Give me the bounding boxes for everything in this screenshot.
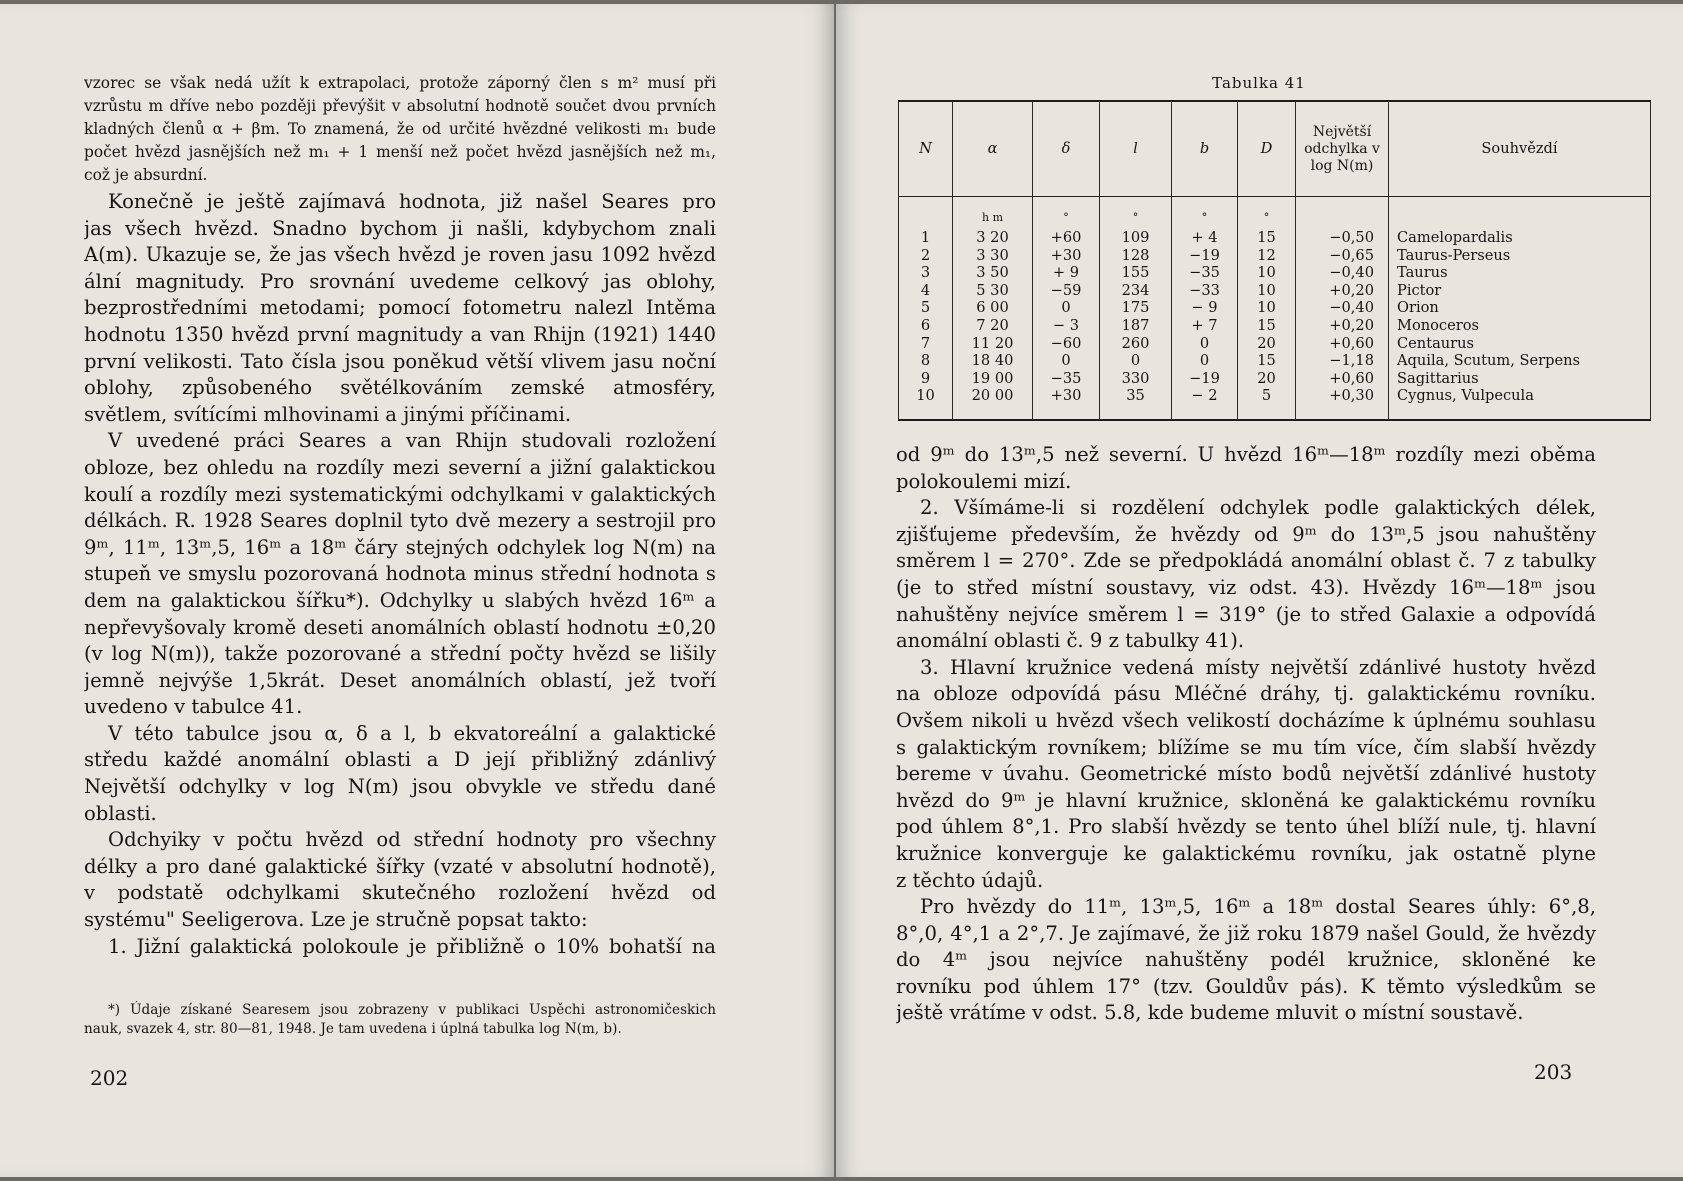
cell-delta: +30: [1033, 387, 1100, 420]
cell-n: 7: [899, 335, 953, 353]
cell-delta: −59: [1033, 282, 1100, 300]
text-line: (v log N(m)), takže pozorované a střední počty hvězd se lišily: [84, 642, 716, 666]
text-line: bezprostředními metodami; pomocí fotometru nalezl Intěma: [84, 296, 716, 320]
text-line: zjišťujeme především, že hvězdy od 9ᵐ do 13ᵐ,5 jsou nahuštěny: [896, 522, 1596, 546]
table-row: [899, 387, 1651, 420]
cell-l: 35: [1100, 387, 1172, 420]
cell-alpha: 19 00: [953, 370, 1033, 388]
column-header: Největší odchylka v log N(m): [1296, 101, 1389, 197]
text-line: počet hvězd jasnějších než m₁ + 1 menší než počet hvězd jasnějších než m₁,: [84, 143, 716, 161]
page-number: 203: [1534, 1060, 1573, 1084]
text-line: s galaktickým rovníkem; blížíme se mu tím více, čím slabší hvězdy: [896, 735, 1596, 759]
cell-alpha: 20 00: [953, 387, 1033, 420]
text-line: z těchto údajů.: [896, 868, 1044, 892]
cell-l: 330: [1100, 370, 1172, 388]
text-line: délkách. R. 1928 Seares doplnil tyto dvě mezery a sestrojil pro: [84, 509, 716, 533]
cell-deviation: −0,65: [1296, 247, 1389, 265]
table-title: Tabulka 41: [1212, 74, 1306, 92]
cell-constellation: Cygnus, Vulpecula: [1389, 387, 1651, 420]
cell-deviation: −0,40: [1296, 264, 1389, 282]
text-line: Konečně je ještě zajímavá hodnota, již našel Seares pro: [108, 190, 716, 213]
cell-alpha: 3 50: [953, 264, 1033, 282]
unit-cell: [1296, 197, 1389, 230]
cell-n: 2: [899, 247, 953, 265]
cell-l: 109: [1100, 229, 1172, 247]
text-line: obloze, bez ohledu na rozdíly mezi severní a jižní galaktickou: [84, 455, 716, 479]
cell-alpha: 3 30: [953, 247, 1033, 265]
text-line: jemně nejvýše 1,5krát. Deset anomálních oblastí, jež tvoří: [84, 668, 716, 692]
cell-constellation: Taurus-Perseus: [1389, 247, 1651, 265]
text-line: Pro hvězdy do 11ᵐ, 13ᵐ,5, 16ᵐ a 18ᵐ dostal Seares úhly: 6°,8,: [920, 895, 1596, 919]
cell-b: −19: [1172, 247, 1238, 265]
text-line: rovníku pod úhlem 17° (tzv. Gouldův pás). K těmto výsledkům se: [896, 974, 1596, 998]
text-line: anomální oblasti č. 9 z tabulky 41).: [896, 629, 1245, 653]
cell-n: 8: [899, 352, 953, 370]
text-line: oblohy, způsobeného světélkováním zemské atmosféry,: [84, 376, 716, 400]
text-line: stupeň ve smyslu pozorovaná hodnota minus střední hodnota s: [84, 562, 716, 586]
cell-n: 10: [899, 387, 953, 420]
cell-l: 0: [1100, 352, 1172, 370]
cell-constellation: Taurus: [1389, 264, 1651, 282]
table-row: [899, 370, 1651, 388]
text-line: 3. Hlavní kružnice vedená místy největší zdánlivé hustoty hvězd: [920, 655, 1596, 679]
cell-l: 234: [1100, 282, 1172, 300]
cell-delta: −60: [1033, 335, 1100, 353]
unit-cell: [899, 197, 953, 230]
text-line: nahuštěny nejvíce směrem l = 319° (je to střed Galaxie a odpovídá: [896, 602, 1596, 626]
body-text: [896, 442, 1596, 1027]
column-header: D: [1238, 101, 1296, 197]
cell-l: 175: [1100, 299, 1172, 317]
table-row: [899, 247, 1651, 265]
cell-constellation: Camelopardalis: [1389, 229, 1651, 247]
text-line: vzrůstu m dříve nebo později převýšit v absolutní hodnotě součet dvou prvních: [84, 97, 716, 115]
text-line: 2. Všímáme-li si rozdělení odchylek podle galaktických délek,: [920, 496, 1596, 520]
cell-delta: 0: [1033, 352, 1100, 370]
cell-d: 10: [1238, 282, 1296, 300]
text-line: středu každé anomální oblasti a D její přibližný zdánlivý: [84, 748, 716, 772]
column-header: α: [953, 101, 1033, 197]
cell-alpha: 3 20: [953, 229, 1033, 247]
cell-deviation: +0,60: [1296, 370, 1389, 388]
text-line: polokoulemi mizí.: [896, 469, 1072, 493]
cell-constellation: Monoceros: [1389, 317, 1651, 335]
text-line: 9ᵐ, 11ᵐ, 13ᵐ,5, 16ᵐ a 18ᵐ čáry stejných odchylek log N(m) na: [84, 535, 716, 559]
cell-deviation: −0,40: [1296, 299, 1389, 317]
cell-constellation: Aquila, Scutum, Serpens: [1389, 352, 1651, 370]
unit-cell: h m: [953, 197, 1033, 230]
text-line: koulí a rozdíly mezi systematickými odchylkami v galaktických: [84, 482, 716, 506]
cell-b: −35: [1172, 264, 1238, 282]
cell-d: 20: [1238, 370, 1296, 388]
column-header: Souhvězdí: [1389, 101, 1651, 197]
cell-deviation: +0,30: [1296, 387, 1389, 420]
text-line: nepřevyšovaly kromě deseti anomálních oblastí hodnotu ±0,20: [84, 615, 716, 639]
cell-d: 5: [1238, 387, 1296, 420]
cell-constellation: Centaurus: [1389, 335, 1651, 353]
unit-cell: °: [1172, 197, 1238, 230]
cell-deviation: +0,20: [1296, 317, 1389, 335]
footnote-line: nauk, svazek 4, str. 80—81, 1948. Je tam uvedena i úplná tabulka log N(m, b).: [84, 1021, 622, 1037]
cell-l: 260: [1100, 335, 1172, 353]
text-line: bereme v úvahu. Geometrické místo bodů největší zdánlivé hustoty: [896, 762, 1596, 786]
data-table: [898, 100, 1651, 421]
column-header: b: [1172, 101, 1238, 197]
cell-b: − 9: [1172, 299, 1238, 317]
cell-b: −33: [1172, 282, 1238, 300]
body-text: [84, 189, 716, 960]
cell-delta: − 3: [1033, 317, 1100, 335]
cell-deviation: +0,60: [1296, 335, 1389, 353]
text-line: systému" Seeligerova. Lze je stručně popsat takto:: [84, 908, 588, 932]
cell-b: −19: [1172, 370, 1238, 388]
table-row: [899, 282, 1651, 300]
unit-cell: °: [1238, 197, 1296, 230]
text-line: uvedeno v tabulce 41.: [84, 695, 303, 719]
cell-b: − 2: [1172, 387, 1238, 420]
cell-b: + 4: [1172, 229, 1238, 247]
cell-constellation: Sagittarius: [1389, 370, 1651, 388]
cell-deviation: +0,20: [1296, 282, 1389, 300]
footnote: [84, 1001, 716, 1039]
left-page: [0, 4, 834, 1177]
cell-b: + 7: [1172, 317, 1238, 335]
column-header: N: [899, 101, 953, 197]
cell-l: 128: [1100, 247, 1172, 265]
cell-d: 20: [1238, 335, 1296, 353]
text-line: Největší odchylky v log N(m) jsou obvykle ve středu dané: [84, 775, 716, 799]
text-line: V uvedené práci Seares a van Rhijn studovali rozložení: [108, 429, 716, 453]
text-line: na obloze odpovídá pásu Mléčné dráhy, tj. galaktickému rovníku.: [896, 682, 1596, 706]
text-line: délky a pro dané galaktické šířky (vzaté v absolutní hodnotě),: [84, 854, 716, 878]
text-line: pod úhlem 8°,1. Pro slabší hvězdy se tento úhel blíží nule, tj. hlavní: [896, 815, 1596, 839]
right-page: [836, 4, 1683, 1177]
text-line: 8°,0, 4°,1 a 2°,7. Je zajímavé, že již roku 1879 našel Gould, že hvězdy: [896, 921, 1596, 945]
text-line: v podstatě odchylkami skutečného rozložení hvězd od: [84, 881, 716, 905]
cell-deviation: −1,18: [1296, 352, 1389, 370]
cell-n: 4: [899, 282, 953, 300]
footnote-line: *) Údaje získané Searesem jsou zobrazeny v publikaci Uspěchi astronomičeskich: [108, 1002, 716, 1018]
table-row: [899, 299, 1651, 317]
text-line: vzorec se však nedá užít k extrapolaci, protože záporný člen s m² musí při: [84, 74, 716, 92]
text-line: A(m). Ukazuje se, že jas všech hvězd je roven jasu 1092 hvězd: [84, 243, 716, 267]
cell-d: 15: [1238, 317, 1296, 335]
text-line: dem na galaktickou šířku*). Odchylky u slabých hvězd 16ᵐ a: [84, 588, 716, 612]
cell-alpha: 18 40: [953, 352, 1033, 370]
cell-alpha: 5 30: [953, 282, 1033, 300]
units-row: [899, 197, 1651, 230]
text-line: Odchyiky v počtu hvězd od střední hodnoty pro všechny: [108, 828, 716, 852]
cell-deviation: −0,50: [1296, 229, 1389, 247]
table-row: [899, 264, 1651, 282]
cell-n: 9: [899, 370, 953, 388]
cell-delta: + 9: [1033, 264, 1100, 282]
cell-delta: +60: [1033, 229, 1100, 247]
text-line: od 9ᵐ do 13ᵐ,5 než severní. U hvězd 16ᵐ—18ᵐ rozdíly mezi oběma: [896, 443, 1596, 466]
unit-cell: [1389, 197, 1651, 230]
text-line: oblasti.: [84, 801, 157, 825]
cell-d: 12: [1238, 247, 1296, 265]
page-number: 202: [90, 1066, 129, 1090]
text-line: směrem l = 270°. Zde se předpokládá anomální oblast č. 7 z tabulky: [896, 549, 1596, 573]
unit-cell: °: [1033, 197, 1100, 230]
cell-delta: 0: [1033, 299, 1100, 317]
text-line: hodnotu 1350 hvězd první magnitudy a van Rhijn (1921) 1440: [84, 322, 716, 346]
cell-n: 3: [899, 264, 953, 282]
cell-n: 1: [899, 229, 953, 247]
cell-alpha: 6 00: [953, 299, 1033, 317]
cell-d: 15: [1238, 229, 1296, 247]
intro-paragraph: [84, 72, 716, 187]
cell-d: 15: [1238, 352, 1296, 370]
text-line: jas všech hvězd. Snadno bychom ji našli, kdybychom znali: [84, 216, 716, 240]
cell-n: 6: [899, 317, 953, 335]
text-line: do 4ᵐ jsou nejvíce nahuštěny podél kružnice, skloněné ke: [896, 948, 1596, 972]
cell-constellation: Orion: [1389, 299, 1651, 317]
text-line: první velikosti. Tato čísla jsou poněkud větší vlivem jasu noční: [84, 349, 716, 373]
cell-delta: −35: [1033, 370, 1100, 388]
cell-b: 0: [1172, 335, 1238, 353]
text-line: kladných členů α + βm. To znamená, že od určité hvězdné velikosti m₁ bude: [84, 120, 716, 138]
column-header: l: [1100, 101, 1172, 197]
cell-delta: +30: [1033, 247, 1100, 265]
text-line: 1. Jižní galaktická polokoule je přibližně o 10% bohatší na: [108, 934, 716, 958]
table-row: [899, 352, 1651, 370]
cell-alpha: 11 20: [953, 335, 1033, 353]
cell-alpha: 7 20: [953, 317, 1033, 335]
cell-l: 155: [1100, 264, 1172, 282]
text-line: ještě vrátíme v odst. 5.8, kde budeme mluvit o místní soustavě.: [896, 1001, 1524, 1025]
table-row: [899, 335, 1651, 353]
cell-b: 0: [1172, 352, 1238, 370]
cell-d: 10: [1238, 264, 1296, 282]
cell-constellation: Pictor: [1389, 282, 1651, 300]
column-header: δ: [1033, 101, 1100, 197]
text-line: Ovšem nikoli u hvězd všech velikostí docházíme k úplnému souhlasu: [896, 708, 1596, 732]
text-line: V této tabulce jsou α, δ a l, b ekvatoreální a galaktické: [108, 721, 716, 745]
table-row: [899, 317, 1651, 335]
text-line: ální magnitudy. Pro srovnání uvedeme celkový jas oblohy,: [84, 269, 716, 293]
text-line: kružnice konverguje ke galaktickému rovníku, jak ostatně plyne: [896, 841, 1596, 865]
table-row: [899, 229, 1651, 247]
cell-d: 10: [1238, 299, 1296, 317]
table-header-row: [899, 101, 1651, 197]
cell-l: 187: [1100, 317, 1172, 335]
text-line: světlem, svítícími mlhovinami a jinými příčinami.: [84, 402, 572, 426]
unit-cell: °: [1100, 197, 1172, 230]
text-line: (je to střed místní soustavy, viz odst. 43). Hvězdy 16ᵐ—18ᵐ jsou: [896, 575, 1596, 599]
text-line: hvězd do 9ᵐ je hlavní kružnice, skloněná ke galaktickému rovníku: [896, 788, 1596, 812]
text-line: což je absurdní.: [84, 166, 208, 184]
cell-n: 5: [899, 299, 953, 317]
